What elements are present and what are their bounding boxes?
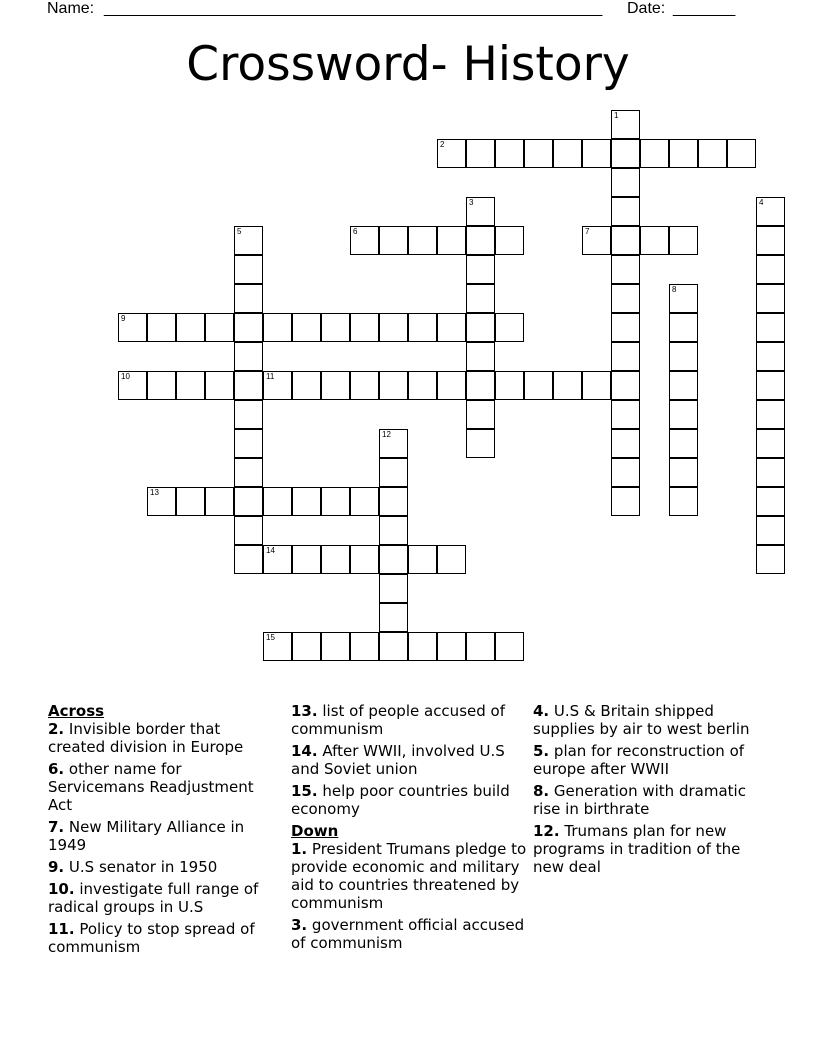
grid-cell[interactable] <box>669 371 698 400</box>
grid-cell[interactable] <box>321 371 350 400</box>
grid-cell[interactable] <box>321 487 350 516</box>
grid-cell[interactable] <box>727 139 756 168</box>
grid-cell[interactable] <box>698 139 727 168</box>
grid-cell[interactable] <box>176 313 205 342</box>
grid-cell[interactable] <box>437 139 466 168</box>
name-line[interactable]: ________________________________________________________ <box>104 0 603 17</box>
grid-cell[interactable] <box>495 313 524 342</box>
grid-cell[interactable] <box>379 574 408 603</box>
grid-cell[interactable] <box>611 139 640 168</box>
clue-down-5: 5. plan for reconstruction of europe after WWII <box>533 742 745 778</box>
grid-cell[interactable] <box>379 226 408 255</box>
grid-cell[interactable] <box>147 487 176 516</box>
grid-cell[interactable] <box>437 313 466 342</box>
grid-cell[interactable] <box>437 545 466 574</box>
grid-cell[interactable] <box>553 139 582 168</box>
grid-cell[interactable] <box>234 313 263 342</box>
cell-number: 3 <box>469 198 474 207</box>
date-line[interactable]: _______ <box>673 0 736 17</box>
grid-cell[interactable] <box>756 255 785 284</box>
name-label: Name: <box>47 0 95 17</box>
grid-cell[interactable] <box>495 632 524 661</box>
grid-cell[interactable] <box>292 313 321 342</box>
cell-number: 2 <box>440 140 445 149</box>
clue-across-15: 15. help poor countries build economy <box>291 782 510 818</box>
clue-across-2: 2. Invisible border that created division in Europe <box>48 720 244 756</box>
grid-cell[interactable] <box>466 284 495 313</box>
grid-cell[interactable] <box>408 632 437 661</box>
grid-cell[interactable] <box>756 226 785 255</box>
grid-cell[interactable] <box>379 516 408 545</box>
cell-number: 14 <box>266 546 275 555</box>
grid-cell[interactable] <box>756 197 785 226</box>
clue-across-9: 9. U.S senator in 1950 <box>48 858 218 876</box>
grid-cell[interactable] <box>205 371 234 400</box>
clue-column-3 <box>533 700 771 880</box>
grid-cell[interactable] <box>147 371 176 400</box>
grid-cell[interactable] <box>234 342 263 371</box>
grid-cell[interactable] <box>582 226 611 255</box>
grid-cell[interactable] <box>466 632 495 661</box>
cell-number: 13 <box>150 488 159 497</box>
clue-column-1 <box>48 700 280 960</box>
clue-down-3: 3. government official accused of communism <box>291 916 525 952</box>
grid-cell[interactable] <box>756 429 785 458</box>
cell-number: 1 <box>614 111 619 120</box>
cell-number: 6 <box>353 227 358 236</box>
grid-cell[interactable] <box>611 313 640 342</box>
grid-cell[interactable] <box>234 284 263 313</box>
grid-cell[interactable] <box>234 545 263 574</box>
grid-cell[interactable] <box>379 313 408 342</box>
grid-cell[interactable] <box>263 313 292 342</box>
grid-cell[interactable] <box>118 371 147 400</box>
grid-cell[interactable] <box>437 371 466 400</box>
grid-cell[interactable] <box>379 429 408 458</box>
clue-across-14: 14. After WWII, involved U.S and Soviet union <box>291 742 505 778</box>
grid-cell[interactable] <box>234 255 263 284</box>
clue-down-4: 4. U.S & Britain shipped supplies by air to west berlin <box>533 702 750 738</box>
grid-cell[interactable] <box>611 342 640 371</box>
grid-cell[interactable] <box>495 139 524 168</box>
cell-number: 8 <box>672 285 677 294</box>
grid-cell[interactable] <box>176 487 205 516</box>
grid-cell[interactable] <box>234 458 263 487</box>
grid-cell[interactable] <box>118 313 147 342</box>
clue-across-7: 7. New Military Alliance in 1949 <box>48 818 245 854</box>
cell-number: 11 <box>266 372 275 381</box>
cell-number: 7 <box>585 227 590 236</box>
grid-cell[interactable] <box>611 226 640 255</box>
grid-cell[interactable] <box>756 400 785 429</box>
grid-cell[interactable] <box>379 545 408 574</box>
grid-cell[interactable] <box>205 487 234 516</box>
grid-cell[interactable] <box>756 284 785 313</box>
grid-cell[interactable] <box>669 226 698 255</box>
grid-cell[interactable] <box>756 371 785 400</box>
grid-cell[interactable] <box>466 342 495 371</box>
grid-cell[interactable] <box>147 313 176 342</box>
down-heading: Down <box>291 822 339 840</box>
grid-cell[interactable] <box>408 226 437 255</box>
grid-cell[interactable] <box>611 197 640 226</box>
grid-cell[interactable] <box>234 226 263 255</box>
grid-cell[interactable] <box>466 429 495 458</box>
grid-cell[interactable] <box>350 226 379 255</box>
grid-cell[interactable] <box>292 371 321 400</box>
clue-down-8: 8. Generation with dramatic rise in birthrate <box>533 782 746 818</box>
grid-cell[interactable] <box>379 487 408 516</box>
grid-cell[interactable] <box>640 139 669 168</box>
grid-cell[interactable] <box>379 603 408 632</box>
cell-number: 10 <box>121 372 130 381</box>
grid-cell[interactable] <box>234 487 263 516</box>
grid-cell[interactable] <box>611 168 640 197</box>
grid-cell[interactable] <box>408 545 437 574</box>
clue-column-2 <box>291 700 529 956</box>
grid-cell[interactable] <box>756 516 785 545</box>
grid-cell[interactable] <box>611 371 640 400</box>
clue-across-13: 13. list of people accused of communism <box>291 702 505 738</box>
grid-cell[interactable] <box>350 632 379 661</box>
grid-cell[interactable] <box>611 255 640 284</box>
grid-cell[interactable] <box>437 632 466 661</box>
cell-number: 9 <box>121 314 126 323</box>
grid-cell[interactable] <box>669 313 698 342</box>
grid-cell[interactable] <box>321 545 350 574</box>
grid-cell[interactable] <box>263 487 292 516</box>
page-title: Crossword- History <box>186 37 630 92</box>
grid-cell[interactable] <box>669 342 698 371</box>
grid-cell[interactable] <box>234 371 263 400</box>
grid-cell[interactable] <box>611 429 640 458</box>
cell-number: 5 <box>237 227 242 236</box>
grid-cell[interactable] <box>611 400 640 429</box>
grid-cell[interactable] <box>263 371 292 400</box>
cell-number: 12 <box>382 430 391 439</box>
grid-cell[interactable] <box>553 371 582 400</box>
grid-cell[interactable] <box>669 139 698 168</box>
grid-cell[interactable] <box>466 226 495 255</box>
grid-cell[interactable] <box>263 545 292 574</box>
clue-down-12: 12. Trumans plan for new programs in tradition of the new deal <box>533 822 741 876</box>
grid-cell[interactable] <box>669 284 698 313</box>
grid-cell[interactable] <box>756 545 785 574</box>
grid-cell[interactable] <box>466 197 495 226</box>
grid-cell[interactable] <box>205 313 234 342</box>
clue-across-11: 11. Policy to stop spread of communism <box>48 920 255 956</box>
grid-cell[interactable] <box>669 458 698 487</box>
grid-cell[interactable] <box>176 371 205 400</box>
grid-cell[interactable] <box>350 313 379 342</box>
grid-cell[interactable] <box>640 226 669 255</box>
grid-cell[interactable] <box>756 342 785 371</box>
grid-cell[interactable] <box>611 110 640 139</box>
grid-cell[interactable] <box>524 371 553 400</box>
grid-cell[interactable] <box>234 516 263 545</box>
grid-cell[interactable] <box>292 632 321 661</box>
grid-cell[interactable] <box>611 284 640 313</box>
grid-cell[interactable] <box>466 139 495 168</box>
grid-cell[interactable] <box>350 545 379 574</box>
grid-cell[interactable] <box>292 487 321 516</box>
grid-cell[interactable] <box>321 632 350 661</box>
grid-cell[interactable] <box>379 632 408 661</box>
grid-cell[interactable] <box>466 400 495 429</box>
grid-cell[interactable] <box>524 139 553 168</box>
grid-cell[interactable] <box>466 255 495 284</box>
grid-cell[interactable] <box>495 371 524 400</box>
clue-down-1: 1. President Trumans pledge to provide economic and military aid to countries threatened by communism <box>291 840 527 912</box>
grid-cell[interactable] <box>466 371 495 400</box>
grid-cell[interactable] <box>669 400 698 429</box>
grid-cell[interactable] <box>408 313 437 342</box>
grid-cell[interactable] <box>379 371 408 400</box>
grid-cell[interactable] <box>350 487 379 516</box>
grid-cell[interactable] <box>292 545 321 574</box>
grid-cell[interactable] <box>437 226 466 255</box>
grid-cell[interactable] <box>263 632 292 661</box>
grid-cell[interactable] <box>582 139 611 168</box>
grid-cell[interactable] <box>379 458 408 487</box>
grid-cell[interactable] <box>669 429 698 458</box>
grid-cell[interactable] <box>611 458 640 487</box>
grid-cell[interactable] <box>408 371 437 400</box>
grid-cell[interactable] <box>582 371 611 400</box>
grid-cell[interactable] <box>234 429 263 458</box>
across-heading: Across <box>48 702 105 720</box>
grid-cell[interactable] <box>756 458 785 487</box>
cell-number: 4 <box>759 198 764 207</box>
grid-cell[interactable] <box>611 487 640 516</box>
grid-cell[interactable] <box>321 313 350 342</box>
grid-cell[interactable] <box>756 313 785 342</box>
clue-across-6: 6. other name for Servicemans Readjustment Act <box>48 760 254 814</box>
grid-cell[interactable] <box>234 400 263 429</box>
date-label: Date: <box>627 0 666 17</box>
cell-number: 15 <box>266 633 275 642</box>
grid-cell[interactable] <box>495 226 524 255</box>
grid-cell[interactable] <box>350 371 379 400</box>
grid-cell[interactable] <box>466 313 495 342</box>
grid-cell[interactable] <box>756 487 785 516</box>
grid-cell[interactable] <box>669 487 698 516</box>
clue-across-10: 10. investigate full range of radical groups in U.S <box>48 880 259 916</box>
